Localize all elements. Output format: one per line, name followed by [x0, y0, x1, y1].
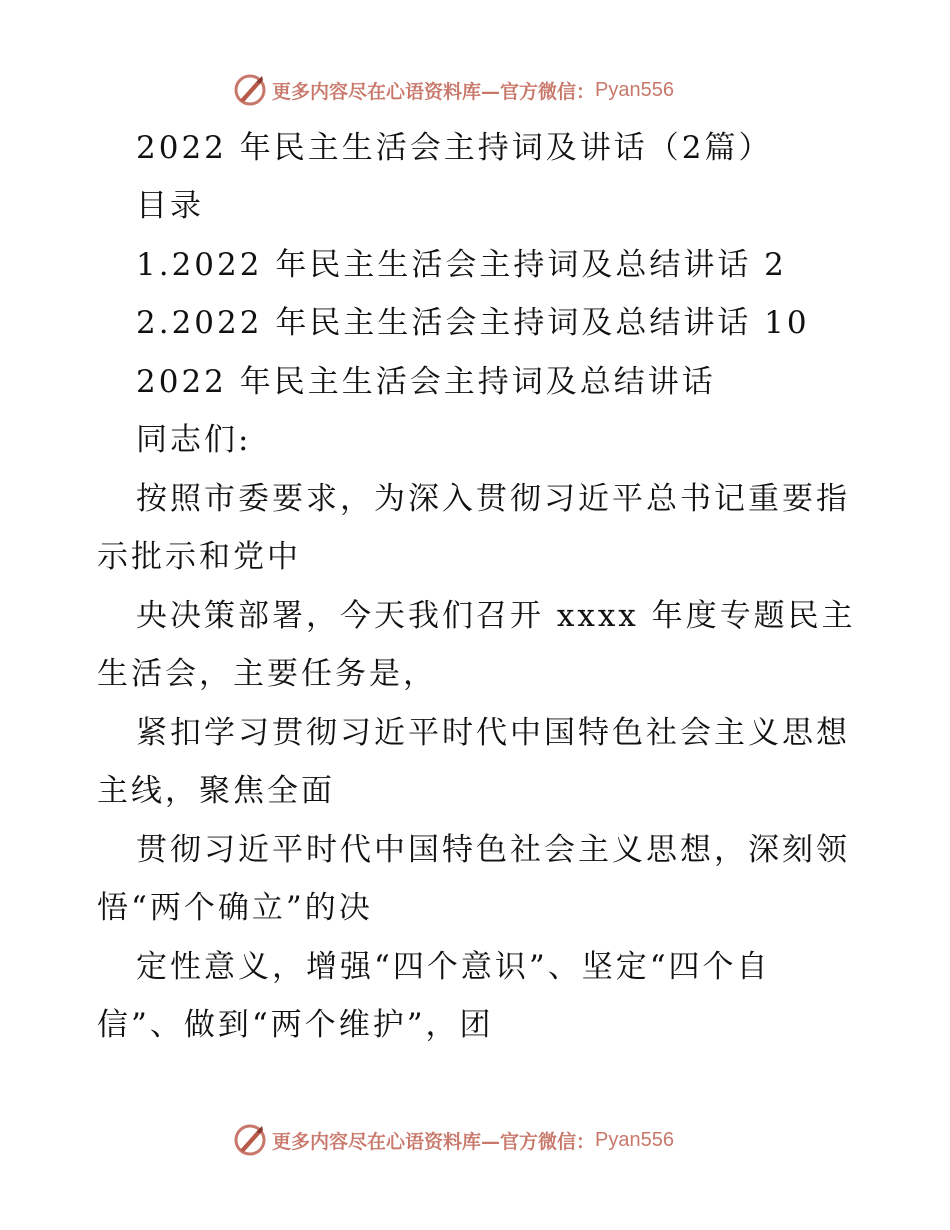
section-heading: 2022 年民主生活会主持词及总结讲话	[136, 364, 716, 400]
watermark-text: 更多内容尽在心语资料库—官方微信：	[272, 80, 596, 103]
paragraph-line: 生活会，主要任务是，	[97, 656, 437, 692]
toc-item: 1.2022 年民主生活会主持词及总结讲话 2	[136, 247, 787, 283]
paragraph-line: 紧扣学习贯彻习近平时代中国特色社会主义思想	[136, 715, 850, 751]
paragraph-line: 按照市委要求，为深入贯彻习近平总书记重要指	[136, 481, 850, 517]
watermark-id: Pyan556	[595, 1128, 674, 1151]
document-title: 2022 年民主生活会主持词及讲话（2篇）	[136, 130, 773, 166]
paragraph-line: 央决策部署，今天我们召开 xxxx 年度专题民主	[136, 598, 856, 634]
watermark-text: 更多内容尽在心语资料库—官方微信：	[272, 1130, 596, 1153]
quill-logo-icon	[232, 1122, 268, 1158]
toc-item: 2.2022 年民主生活会主持词及总结讲话 10	[136, 305, 810, 341]
watermark-id: Pyan556	[595, 78, 674, 101]
paragraph-line: 悟“两个确立”的决	[97, 890, 373, 926]
paragraph-line: 主线，聚焦全面	[97, 773, 335, 809]
footer-watermark	[232, 1122, 674, 1158]
salutation: 同志们:	[136, 422, 252, 458]
quill-logo-icon	[232, 72, 268, 108]
paragraph-line: 贯彻习近平时代中国特色社会主义思想，深刻领	[136, 832, 850, 868]
paragraph-line: 信”、做到“两个维护”，团	[97, 1007, 494, 1043]
header-watermark	[232, 72, 674, 108]
toc-heading: 目录	[136, 188, 204, 224]
paragraph-line: 定性意义，增强“四个意识”、坚定“四个自	[136, 949, 771, 985]
paragraph-line: 示批示和党中	[97, 539, 301, 575]
